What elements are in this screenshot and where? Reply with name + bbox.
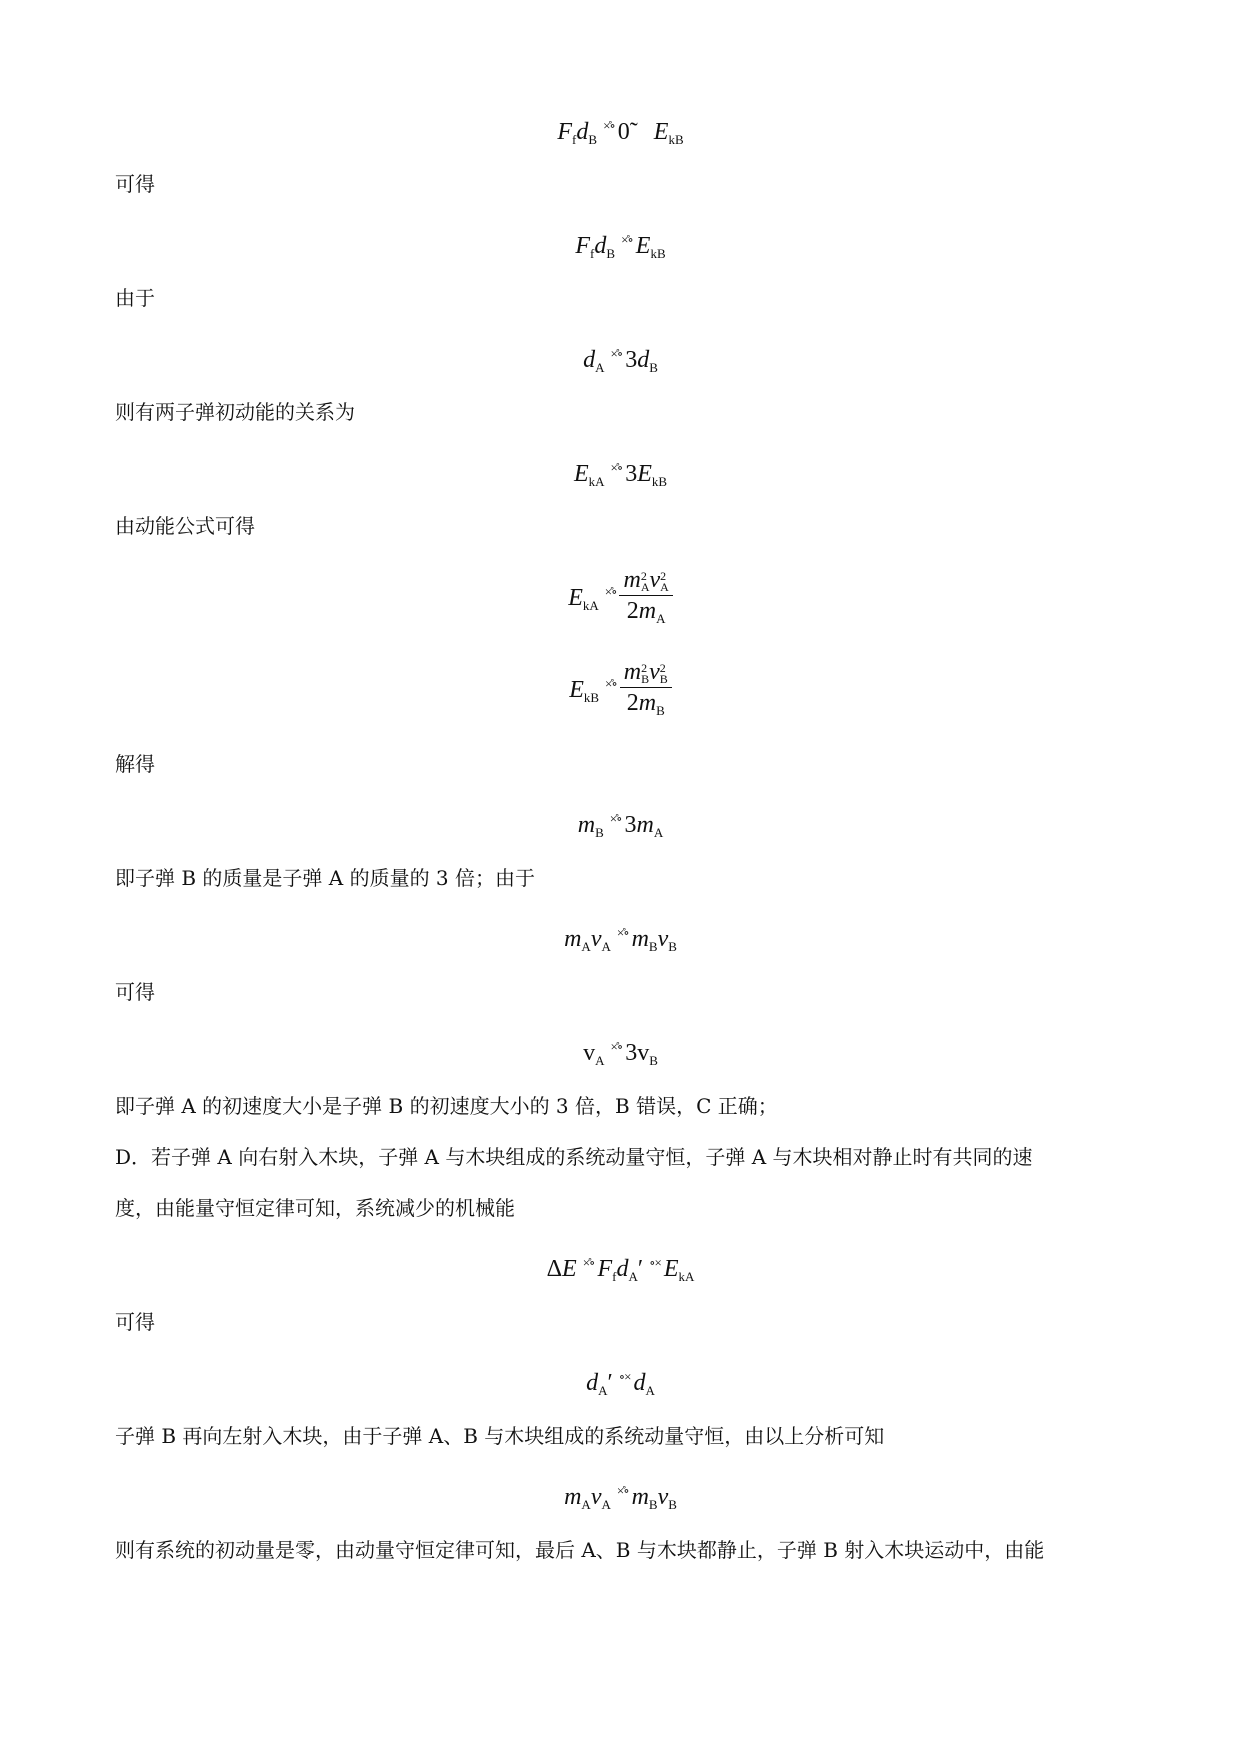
text-line: 则有两子弹初动能的关系为 (115, 400, 355, 424)
equation-mb-3ma: $m_B^{\times̊\circ}$ $3m_A$ (577, 811, 664, 840)
equation-da-3db: $d_A^{\times̊\circ}$ $3d_B$ (583, 346, 658, 375)
equation-va-3vb: $v_A^{\times̊\circ}$ $3v_B$ (583, 1039, 658, 1068)
text-line: 度，由能量守恒定律可知，系统减少的机械能 (115, 1196, 515, 1220)
text-line: 可得 (115, 980, 155, 1004)
equation-momentum-equal-2: $m_Av_A^{\times̊\circ}$ $m_Bv_B$ (564, 1483, 677, 1512)
equation-eka-fraction: $E_{kA}^{\times̊\circ}$ m 2 A v 2 A $2m_A$ (0, 565, 1241, 634)
text-line: 即子弹 A 的初速度大小是子弹 B 的初速度大小的 3 倍，B 错误，C 正确； (115, 1094, 778, 1118)
text-line: 即子弹 B 的质量是子弹 A 的质量的 3 倍；由于 (115, 866, 536, 890)
text-line: D．若子弹 A 向右射入木块，子弹 A 与木块组成的系统动量守恒，子弹 A 与木块相对静止时有共同的速 (115, 1145, 1033, 1169)
text-line: 可得 (115, 172, 155, 196)
equation-ff-db: $F_fd_B^{\times̊\circ}$ $E_{kB}$ (575, 232, 666, 261)
text-line: 由动能公式可得 (115, 514, 255, 538)
equation-da-prime: $d_A'$ ∘× $d_A$ (586, 1369, 655, 1398)
equation-eka-3ekb: $E_{kA}^{\times̊\circ}$ $3E_{kB}$ (573, 460, 668, 489)
text-line: 解得 (115, 752, 155, 776)
text-line: 可得 (115, 1310, 155, 1334)
equation-momentum-equal: $m_Av_A^{\times̊\circ}$ $m_Bv_B$ (564, 925, 677, 954)
equation-delta-e: ΔE ×̊∘ $F_fd_A'$ ∘× $E_{kA}$ (546, 1255, 695, 1284)
equation-ekb-fraction: $E_{kB}^{\times̊\circ}$ m 2 B v 2 B $2m_B$ (0, 657, 1241, 726)
text-line: 由于 (115, 286, 155, 310)
text-line: 子弹 B 再向左射入木块，由于子弹 A、B 与木块组成的系统动量守恒，由以上分析可知 (115, 1424, 885, 1448)
text-line: 则有系统的初动量是零，由动量守恒定律可知，最后 A、B 与木块都静止，子弹 B 射入木块运动中，由能 (115, 1538, 1045, 1562)
equation-work-energy-b: $F_fd_B^{\times̊\circ}$ 0̃ $E_{kB}$ (557, 118, 684, 147)
